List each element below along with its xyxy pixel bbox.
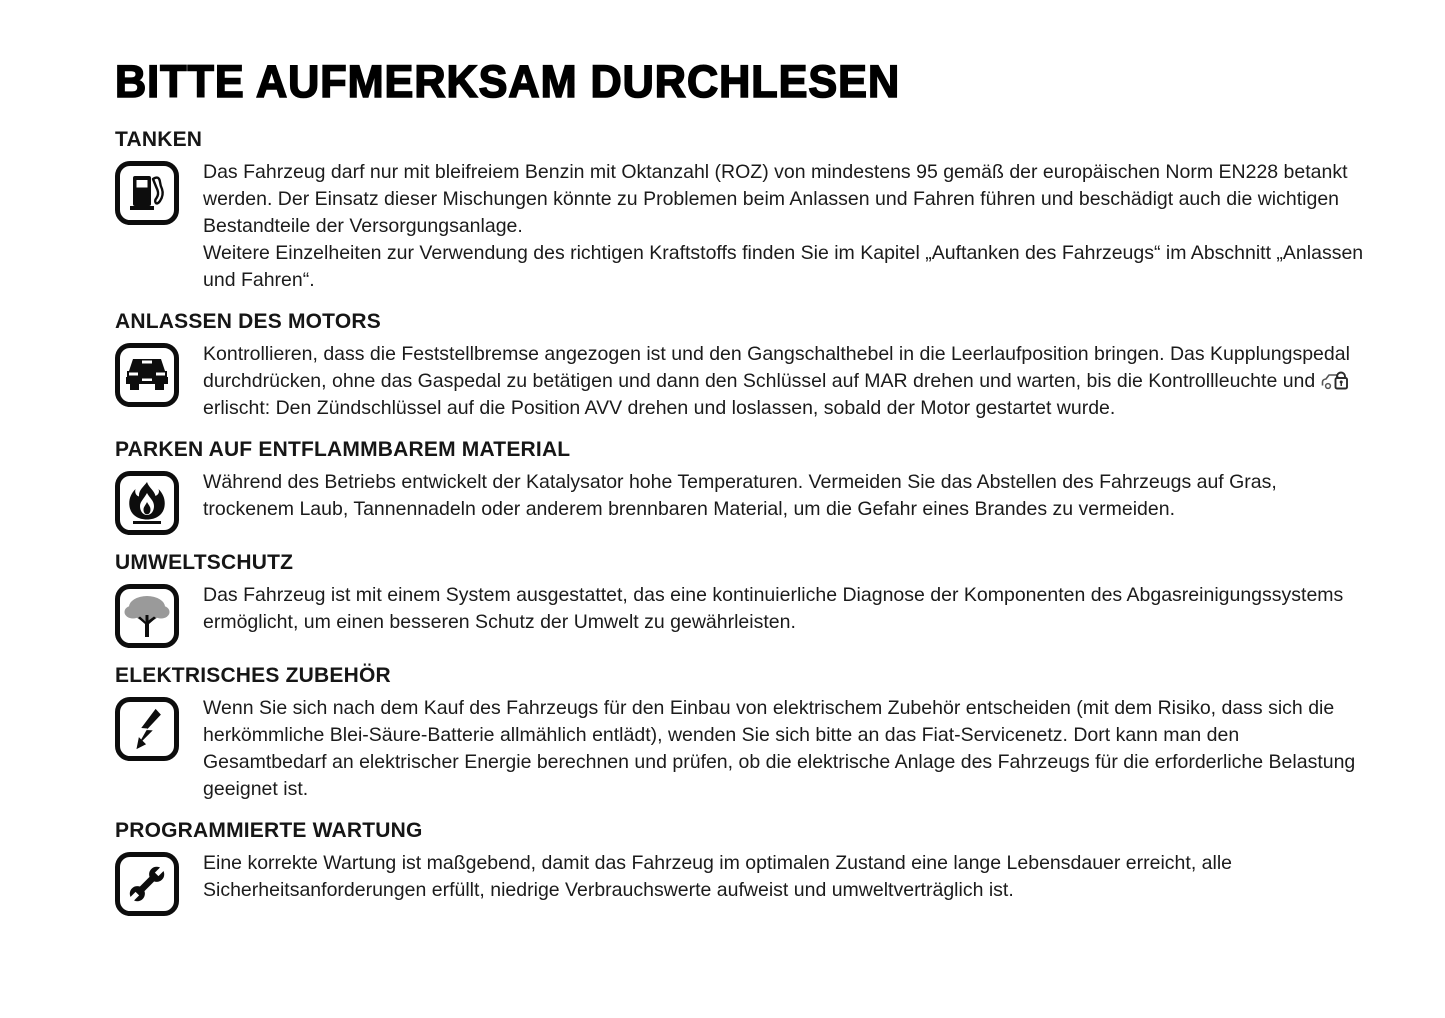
section-body — [203, 469, 1365, 523]
fuel-pump-icon — [115, 161, 179, 225]
paragraph: Weitere Einzelheiten zur Verwendung des richtigen Kraftstoffs finden Sie im Kapitel „Auftanken des Fahrzeugs“ im Abschnitt „Anlassen und Fahren“. — [203, 242, 1364, 291]
lightning-bolt-icon — [115, 697, 179, 761]
paragraph: Während des Betriebs entwickelt der Katalysator hohe Temperaturen. Vermeiden Sie das Abstellen des Fahrzeugs auf Gras, trockenem Laub, Tannennadeln oder anderem brennbaren Material, um die Gefahr eines Brandes zu vermeiden. — [203, 471, 1277, 520]
paragraph-text-before: Kontrollieren, dass die Feststellbremse angezogen ist und den Gangschalthebel in die Leerlaufposition bringen. Das Kupplungspedal durchdrücken, ohne das Gaspedal zu betätigen und dann den Schlüssel auf MAR drehen und warten, bis die Kontrollleuchte und — [203, 343, 1350, 392]
wrench-icon — [115, 852, 179, 916]
car-code-lock-warning-icon — [1321, 370, 1350, 392]
paragraph: Das Fahrzeug ist mit einem System ausgestattet, das eine kontinuierliche Diagnose der Komponenten des Abgasreinigungssystems ermöglicht, um einen besseren Schutz der Umwelt zu gewährleisten. — [203, 584, 1344, 633]
tree-icon — [115, 584, 179, 648]
paragraph-text-after: erlischt: Den Zündschlüssel auf die Position AVV drehen und loslassen, sobald der Motor gestartet wurde. — [203, 397, 1116, 419]
section-anlassen-des-motors — [115, 310, 1365, 422]
section-heading: PROGRAMMIERTE WARTUNG — [115, 819, 423, 842]
section-heading: PARKEN AUF ENTFLAMMBAREM MATERIAL — [115, 438, 571, 461]
page-title: BITTE AUFMERKSAM DURCHLESEN — [115, 56, 901, 107]
section-body — [203, 159, 1365, 294]
paragraph: Das Fahrzeug darf nur mit bleifreiem Benzin mit Oktanzahl (ROZ) von mindestens 95 gemäß der europäischen Norm EN228 betankt werden. Der Einsatz dieser Mischungen könnte zu Problemen beim Anlassen und Fahren führen und beschädigt auch die wichtigen Bestandteile der Versorgungsanlage. — [203, 161, 1348, 237]
paragraph: Eine korrekte Wartung ist maßgebend, damit das Fahrzeug im optimalen Zustand eine lange Lebensdauer erreicht, alle Sicherheitsanforderungen erfüllt, niedrige Verbrauchswerte aufweist und umweltverträglich ist. — [203, 852, 1233, 901]
paragraph: Wenn Sie sich nach dem Kauf des Fahrzeugs für den Einbau von elektrischem Zubehör entscheiden (mit dem Risiko, dass sich die herkömmliche Blei-Säure-Batterie allmählich entlädt), wenden Sie sich bitte an das Fiat-Servicenetz. Dort kann man den Gesamtbedarf an elektrischer Energie berechnen und prüfen, ob die elektrische Anlage des Fahrzeugs für die erforderliche Belastung geeignet ist. — [203, 697, 1356, 800]
section-heading: ANLASSEN DES MOTORS — [115, 310, 381, 333]
section-heading: ELEKTRISCHES ZUBEHÖR — [115, 664, 391, 687]
section-umweltschutz — [115, 551, 1365, 648]
section-body — [203, 582, 1365, 636]
paragraph — [203, 341, 1365, 422]
section-elektrisches-zubehoer — [115, 664, 1365, 803]
section-heading: UMWELTSCHUTZ — [115, 551, 294, 574]
car-front-icon — [115, 343, 179, 407]
section-heading: TANKEN — [115, 128, 203, 151]
section-programmierte-wartung — [115, 819, 1365, 916]
section-body — [203, 850, 1365, 904]
section-body — [203, 341, 1365, 422]
flame-icon — [115, 471, 179, 535]
section-body — [203, 695, 1365, 803]
section-tanken — [115, 128, 1365, 294]
section-parken — [115, 438, 1365, 535]
